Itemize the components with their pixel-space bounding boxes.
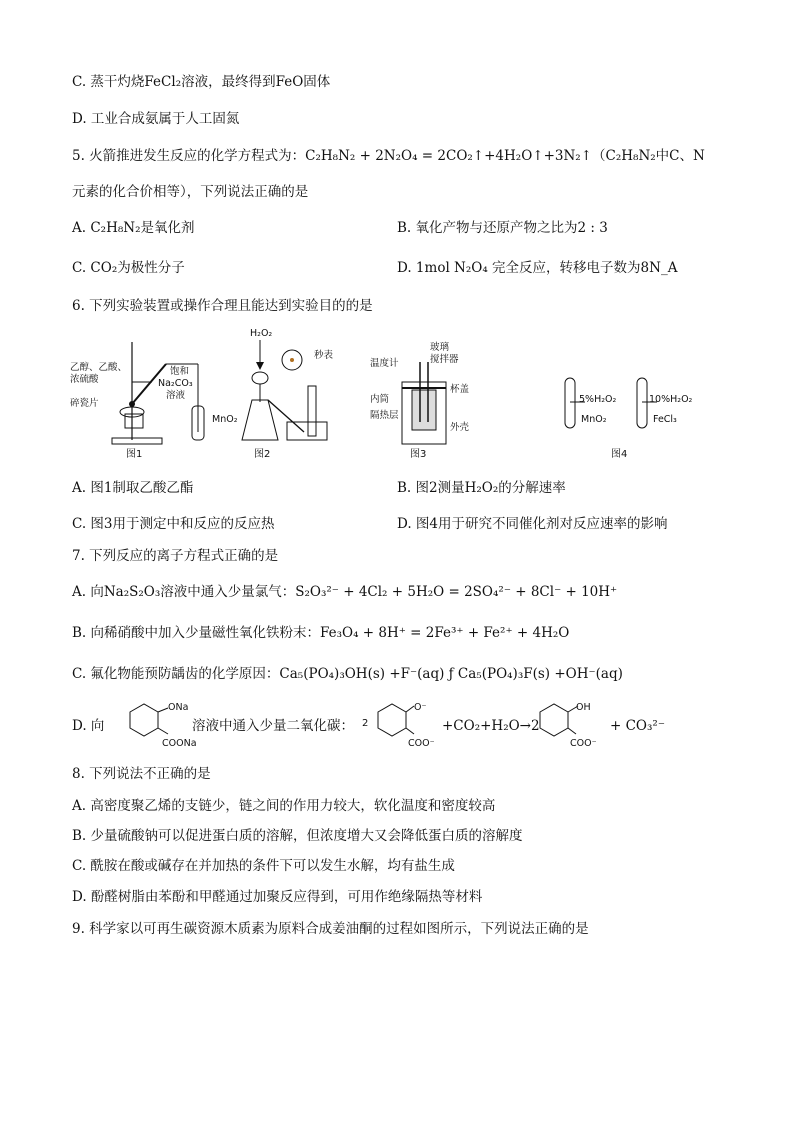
q5-stem-line1: 5. 火箭推进发生反应的化学方程式为：C₂H₈N₂ + 2N₂O₄ = 2CO₂↑+4H₂O↑+3N₂↑（C₂H₈N₂中C、N	[72, 148, 705, 164]
fig3-label-inner: 内筒	[370, 394, 390, 405]
fig4-label-mno2: MnO₂	[581, 414, 607, 425]
coo-minus2-label: COO⁻	[570, 738, 597, 749]
figure-1-apparatus	[70, 322, 220, 462]
fig3-caption: 图3	[410, 449, 427, 460]
fig1-label-acid: 浓硫酸	[70, 374, 99, 385]
q8-stem: 8. 下列说法不正确的是	[72, 766, 211, 782]
q5-option-b: B. 氧化产物与还原产物之比为2 : 3	[397, 220, 608, 236]
q6-figures	[70, 322, 730, 462]
fig4-label-10pct: 10%H₂O₂	[649, 394, 693, 405]
q7-structure-salicylate	[530, 700, 610, 750]
q4-option-c: C. 蒸干灼烧FeCl₂溶液，最终得到FeO固体	[72, 74, 331, 90]
fig2-label-mno2: MnO₂	[212, 414, 238, 425]
q8-option-d: D. 酚醛树脂由苯酚和甲醛通过加聚反应得到，可用作绝缘隔热等材料	[72, 889, 483, 905]
figure-2-apparatus	[212, 322, 352, 462]
q6-option-a: A. 图1制取乙酸乙酯	[72, 480, 194, 496]
fig1-label-saturated: 饱和	[170, 366, 190, 377]
fig1-label-solution: 溶液	[166, 390, 186, 401]
oh-label: OH	[576, 702, 591, 713]
q4-option-d: D. 工业合成氨属于人工固氮	[72, 111, 240, 127]
fig1-caption: 图1	[126, 449, 143, 460]
fig1-label-chips: 碎瓷片	[70, 398, 99, 409]
q7-option-d-middle: 溶液中通入少量二氧化碳：	[192, 718, 354, 734]
coefficient-2: 2	[362, 718, 369, 729]
q5-option-a: A. C₂H₈N₂是氧化剂	[72, 220, 195, 236]
fig2-label-stopwatch: 秒表	[314, 350, 334, 361]
q7-stem: 7. 下列反应的离子方程式正确的是	[72, 548, 279, 564]
fig1-label-na2co3: Na₂CO₃	[158, 378, 193, 389]
fig1-label-reagents: 乙醇、乙酸、	[70, 362, 128, 373]
q7-option-d-reaction: +CO₂+H₂O→2	[442, 718, 540, 734]
fig3-label-glass: 玻璃	[430, 342, 450, 353]
fig3-label-shell: 外壳	[450, 422, 470, 433]
ona-label: ONa	[168, 702, 189, 713]
fig4-label-fecl3: FeCl₃	[653, 414, 677, 425]
fig4-caption: 图4	[611, 449, 628, 460]
q7-option-c: C. 氟化物能预防龋齿的化学原因：Ca₅(PO₄)₃OH(s) +F⁻(aq) ƒ Ca₅(PO₄)₃F(s) +OH⁻(aq)	[72, 666, 623, 682]
q9-stem: 9. 科学家以可再生碳资源木质素为原料合成姜油酮的过程如图所示，下列说法正确的是	[72, 921, 589, 937]
fig2-label-h2o2: H₂O₂	[250, 328, 273, 339]
fig3-label-lid: 杯盖	[450, 384, 470, 395]
coona-label: COONa	[162, 738, 197, 749]
q6-option-b: B. 图2测量H₂O₂的分解速率	[397, 480, 566, 496]
q8-option-c: C. 酰胺在酸或碱存在并加热的条件下可以发生水解，均有盐生成	[72, 858, 455, 874]
q7-option-d-prefix: D. 向	[72, 718, 105, 734]
figure-3-calorimeter	[370, 322, 530, 462]
q7-structure-phenoxide	[362, 700, 442, 750]
figure-4-test-tubes	[535, 322, 715, 462]
q7-option-b: B. 向稀硝酸中加入少量磁性氧化铁粉末：Fe₃O₄ + 8H⁺ = 2Fe³⁺ + Fe²⁺ + 4H₂O	[72, 625, 570, 641]
q7-structure-sodium-salicylate	[110, 700, 200, 750]
fig3-label-thermometer: 温度计	[370, 358, 399, 369]
q7-option-a: A. 向Na₂S₂O₃溶液中通入少量氯气：S₂O₃²⁻ + 4Cl₂ + 5H₂O = 2SO₄²⁻ + 8Cl⁻ + 10H⁺	[72, 584, 618, 600]
q6-option-c: C. 图3用于测定中和反应的反应热	[72, 516, 275, 532]
fig2-caption: 图2	[254, 449, 271, 460]
fig3-label-stirrer: 搅拌器	[430, 354, 459, 365]
q8-option-b: B. 少量硫酸钠可以促进蛋白质的溶解，但浓度增大又会降低蛋白质的溶解度	[72, 828, 523, 844]
q5-option-c: C. CO₂为极性分子	[72, 260, 185, 276]
q5-option-d: D. 1mol N₂O₄ 完全反应，转移电子数为8N_A	[397, 260, 678, 276]
q8-option-a: A. 高密度聚乙烯的支链少，链之间的作用力较大，软化温度和密度较高	[72, 798, 496, 814]
o-minus-label: O⁻	[414, 702, 427, 713]
q5-stem-line2: 元素的化合价相等），下列说法正确的是	[72, 184, 309, 200]
q6-option-d: D. 图4用于研究不同催化剂对反应速率的影响	[397, 516, 668, 532]
coo-minus-label: COO⁻	[408, 738, 435, 749]
fig3-label-insulation: 隔热层	[370, 410, 399, 421]
q6-stem: 6. 下列实验装置或操作合理且能达到实验目的的是	[72, 298, 373, 314]
q7-option-d-suffix: + CO₃²⁻	[610, 718, 665, 734]
fig4-label-5pct: 5%H₂O₂	[579, 394, 617, 405]
